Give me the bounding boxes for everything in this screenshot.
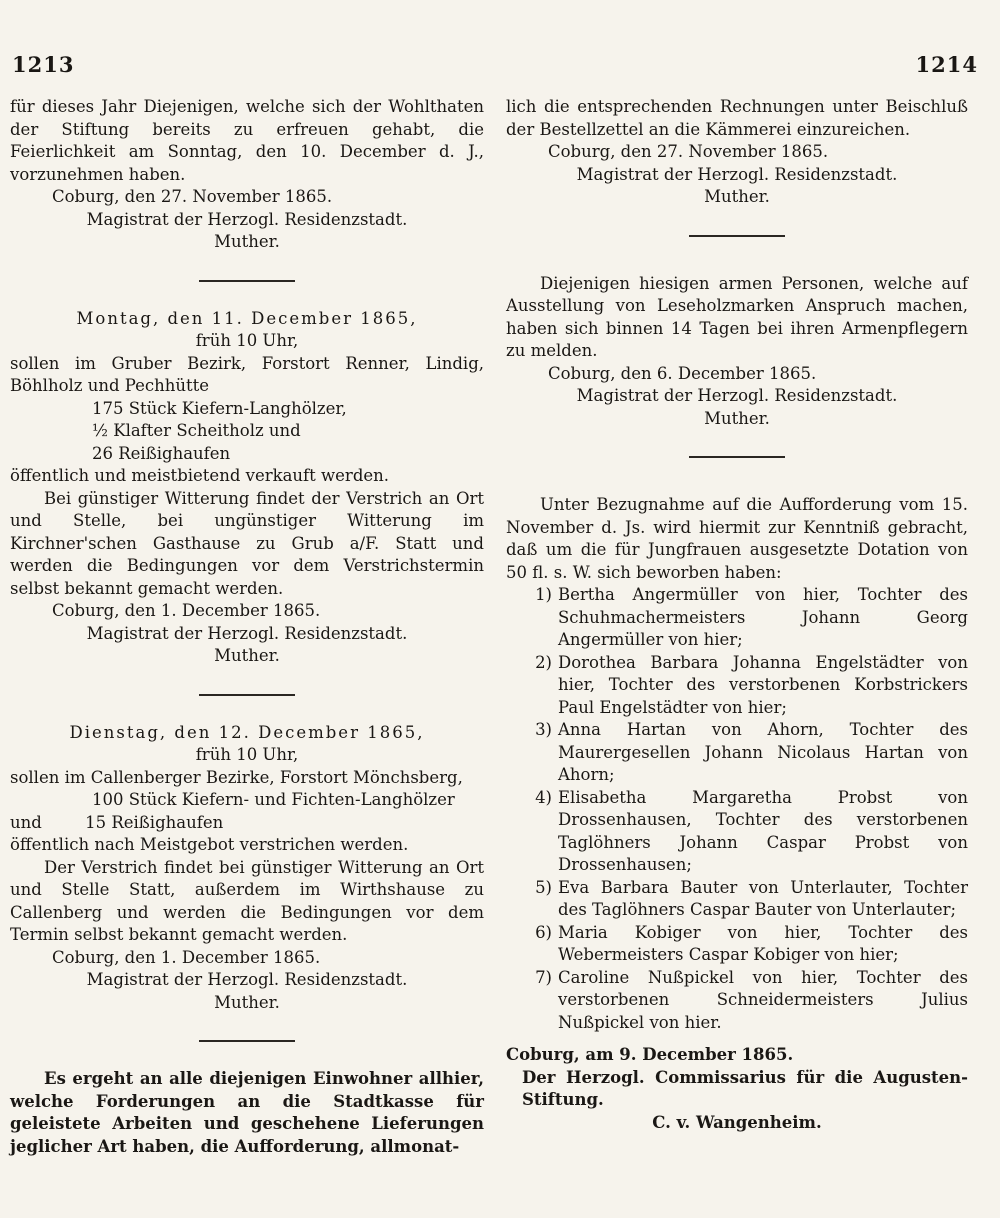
item-number: 7) [535,967,552,987]
list-item [506,584,968,652]
quantity-line: 100 Stück Kiefern- und Fichten-Langhölzer [92,790,455,809]
quantity-prefix: und [10,812,42,832]
left-column [10,96,484,1158]
auction-heading-date: Dienstag, den 12. December 1865, [69,722,425,742]
item-text: Bertha Angermüller von hier, Tochter des Schuhmachermeisters Johann Georg Angermüller von hier; [558,585,968,649]
page-number-right: 1214 [915,52,978,77]
item-text: Anna Hartan von Ahorn, Tochter des Maurergesellen Johann Nicolaus Hartan von Ahorn; [558,720,968,784]
signature: C. v. Wangenheim. [652,1112,822,1132]
signature: Muther. [704,408,770,428]
item-text: Elisabetha Margaretha Probst von Drossenhausen, Tochter des verstorbenen Taglöhners Johann Caspar Probst von Drossenhausen; [558,787,968,874]
magistrate-line: Magistrat der Herzogl. Residenzstadt. [576,386,898,405]
place-date: Coburg, den 1. December 1865. [52,947,321,967]
signature: Muther. [214,992,280,1012]
item-number: 4) [535,787,552,807]
right-column [506,96,968,1134]
notice-text: lich die entsprechenden Rechnungen unter Beischluß der Bestellzettel an die Kämmerei einzureichen. [506,97,968,139]
auction-intro: sollen im Callenberger Bezirke, Forstort Mönchsberg, [10,767,463,787]
auction-sale: öffentlich nach Meistgebot verstrichen werden. [10,835,409,854]
notice-text: Es ergeht an alle diejenigen Einwohner allhier, welche Forderungen an die Stadtkasse für geleistete Arbeiten und geschehene Lieferungen jeglicher Art haben, die Aufforderung, allmonat- [10,1069,484,1156]
list-item [506,652,968,720]
place-date: Coburg, den 27. November 1865. [52,187,333,206]
applicant-list [506,584,968,1034]
list-item [506,922,968,967]
item-text: Dorothea Barbara Johanna Engelstädter von hier, Tochter des verstorbenen Korbstrickers Paul Engelstädter von hier; [558,652,968,717]
auction-heading-time: früh 10 Uhr, [195,331,299,350]
quantity-line [10,812,484,835]
auction-intro: sollen im Gruber Bezirk, Forstort Renner, Lindig, Böhlholz und Pechhütte [10,353,484,395]
dotation-intro: Unter Bezugnahme auf die Aufforderung vom 15. November d. Js. wird hiermit zur Kenntniß gebracht, daß um die für Jungfrauen ausgesetzte Dotation von 50 fl. s. W. sich beworben haben: [506,495,968,582]
list-item [506,787,968,877]
page-number-left: 1213 [12,52,75,77]
place-date: Coburg, den 27. November 1865. [548,142,829,161]
quantity-value: 15 Reißighaufen [85,812,224,832]
list-item [506,719,968,787]
item-text: Eva Barbara Bauter von Unterlauter, Tochter des Taglöhners Caspar Bauter von Unterlauter; [558,877,968,919]
place-date: Coburg, den 1. December 1865. [52,601,321,620]
notice-text: Diejenigen hiesigen armen Personen, welche auf Ausstellung von Leseholzmarken Anspruch machen, haben sich binnen 14 Tagen bei ihren Armenpflegern zu melden. [506,273,968,360]
item-number: 3) [535,720,552,739]
signature: Muther. [214,232,280,251]
place-date: Coburg, am 9. December 1865. [506,1045,794,1064]
signature: Muther. [214,646,280,665]
magistrate-line: Magistrat der Herzogl. Residenzstadt. [86,623,408,643]
quantity-line: 175 Stück Kiefern-Langhölzer, [92,398,347,418]
magistrate-line: Magistrat der Herzogl. Residenzstadt. [86,209,408,229]
auction-sale: öffentlich und meistbietend verkauft werden. [10,466,390,485]
quantity-line: ½ Klafter Scheitholz und [92,421,301,440]
item-number: 5) [535,877,552,897]
list-item [506,877,968,922]
item-text: Caroline Nußpickel von hier, Tochter des verstorbenen Schneidermeisters Julius Nußpickel von hier. [558,967,968,1032]
item-number: 6) [535,922,552,942]
auction-heading-time: früh 10 Uhr, [195,745,299,764]
item-number: 1) [535,585,552,604]
signature: Muther. [704,187,770,206]
auction-heading-date: Montag, den 11. December 1865, [76,308,418,328]
commissioner-line: Der Herzogl. Commissarius für die Augusten-Stiftung. [522,1067,968,1109]
magistrate-line: Magistrat der Herzogl. Residenzstadt. [86,970,408,989]
auction-body: Bei günstiger Witterung findet der Verstrich an Ort und Stelle, bei ungünstiger Witterung im Kirchner'schen Gasthause zu Grub a/F. Statt und werden die Bedingungen vor dem Verstrichstermin selbst bekannt gemacht werden. [10,488,484,598]
item-number: 2) [535,652,552,672]
magistrate-line: Magistrat der Herzogl. Residenzstadt. [576,164,898,184]
place-date: Coburg, den 6. December 1865. [548,363,817,383]
item-text: Maria Kobiger von hier, Tochter des Webermeisters Caspar Kobiger von hier; [558,922,968,964]
auction-body: Der Verstrich findet bei günstiger Witterung an Ort und Stelle Statt, außerdem im Wirthshause zu Callenberg und werden die Bedingungen vor dem Termin selbst bekannt gemacht werden. [10,857,484,944]
notice-text: für dieses Jahr Diejenigen, welche sich der Wohlthaten der Stiftung bereits zu erfreuen gehabt, die Feierlichkeit am Sonntag, den 10. December d. J., vorzunehmen haben. [10,97,484,184]
quantity-line: 26 Reißighaufen [92,443,231,463]
list-item [506,967,968,1035]
